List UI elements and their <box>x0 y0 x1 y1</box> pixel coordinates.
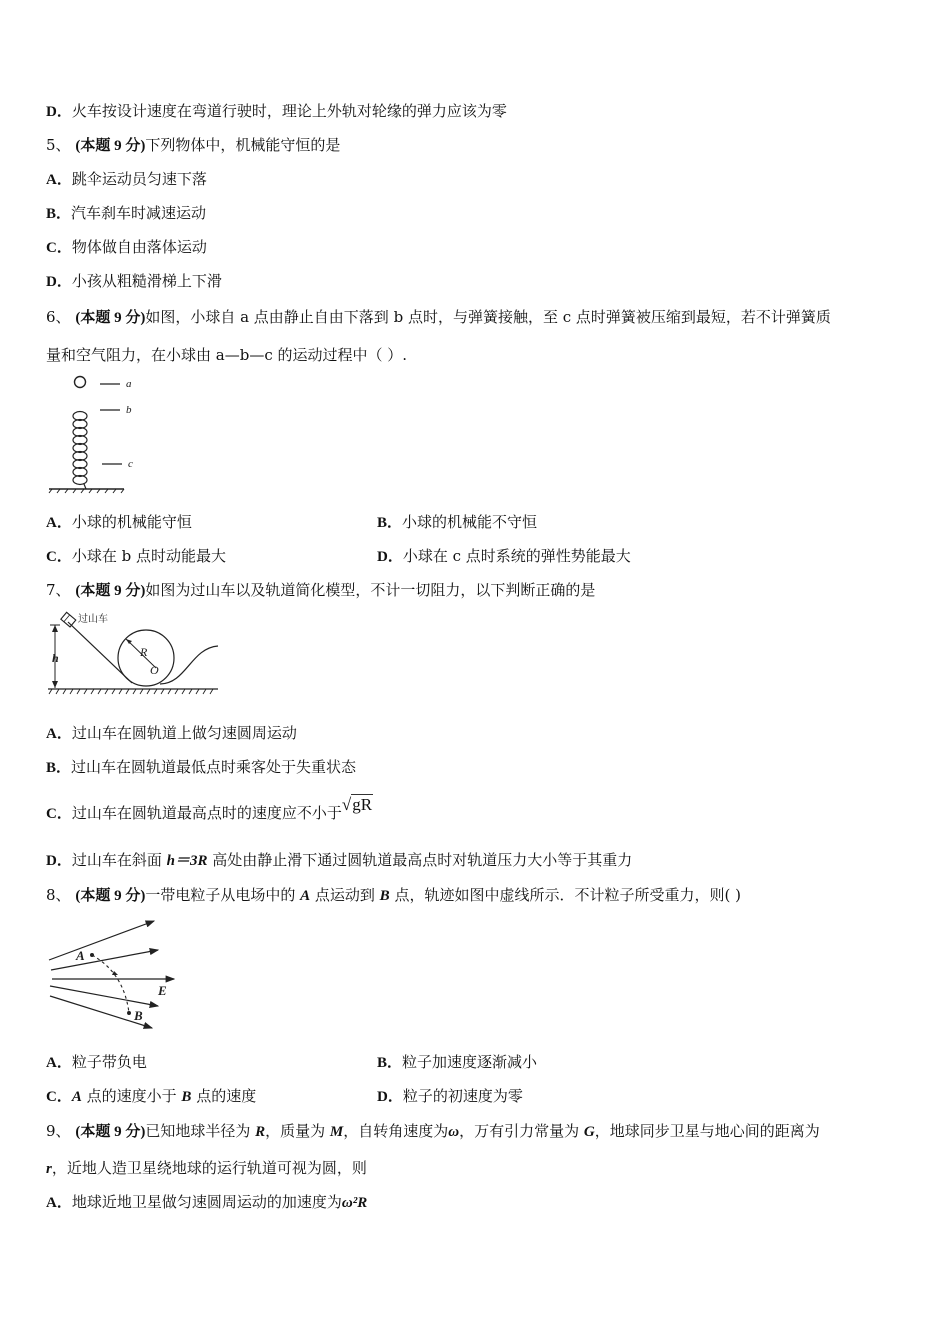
q5-option-a <box>46 168 207 191</box>
spring-icon <box>73 412 87 490</box>
question-score: (本题 9 分) <box>75 310 146 326</box>
option-label: B． <box>46 206 72 222</box>
question-score: (本题 9 分) <box>75 583 146 599</box>
svg-text:c: c <box>128 458 133 470</box>
q8-option-c <box>46 1085 256 1108</box>
spring-ball-figure <box>46 372 146 494</box>
q8-option-b <box>377 1051 537 1074</box>
svg-text:A: A <box>76 948 85 963</box>
svg-text:过山车: 过山车 <box>78 614 108 625</box>
q6-option-d <box>377 545 631 568</box>
roller-coaster-figure <box>46 608 226 698</box>
option-label: B． <box>46 760 72 776</box>
option-text: 地球近地卫星做匀速圆周运动的加速度为 <box>71 1193 342 1211</box>
option-label: C． <box>46 806 72 822</box>
var-r-lower: r <box>46 1161 52 1177</box>
option-label: D． <box>377 1089 403 1105</box>
option-label: A． <box>46 172 72 188</box>
q6-stem-line2 <box>46 344 407 366</box>
option-label: C． <box>46 240 72 256</box>
svg-text:O: O <box>150 663 159 677</box>
question-text: ，地球同步卫星与地心间的距离为 <box>594 1122 820 1140</box>
option-label: D． <box>377 549 403 565</box>
option-label: A． <box>46 726 72 742</box>
q9-stem-line1 <box>46 1120 820 1143</box>
q7-stem <box>46 579 595 602</box>
q9-option-a <box>46 1191 367 1214</box>
option-text: 小球的机械能不守恒 <box>402 513 538 531</box>
var-omega: ω <box>448 1124 460 1140</box>
ball-icon <box>75 377 86 388</box>
var-m: M <box>329 1124 344 1140</box>
svg-text:b: b <box>126 404 132 416</box>
question-text: 点，轨迹如图中虚线所示．不计粒子所受重力，则( ) <box>389 886 741 904</box>
option-text: 汽车刹车时减速运动 <box>71 204 207 222</box>
q8-option-a <box>46 1051 147 1074</box>
coaster-car-icon <box>61 612 76 627</box>
option-label: D． <box>46 104 72 120</box>
question-text: 一带电粒子从电场中的 <box>145 886 301 904</box>
option-label: A． <box>46 1055 72 1071</box>
question-number: 7、 <box>46 581 71 599</box>
option-text: 点的速度小于 <box>81 1087 182 1105</box>
question-number: 6、 <box>46 308 71 326</box>
option-label: B． <box>377 1055 403 1071</box>
option-text: 点的速度 <box>191 1087 257 1105</box>
q7-option-d <box>46 849 632 872</box>
option-label: B． <box>377 515 403 531</box>
q7-option-b <box>46 756 356 779</box>
q7-option-a <box>46 722 297 745</box>
svg-text:a: a <box>126 378 132 390</box>
sqrt-formula: √gR <box>341 795 373 814</box>
option-text: 过山车在圆轨道最高点时的速度应不小于 <box>71 804 342 822</box>
option-text: 高处由静止滑下通过圆轨道最高点时对轨道压力大小等于其重力 <box>207 851 633 869</box>
electric-field-figure <box>46 918 181 1033</box>
q7-option-c <box>46 795 373 825</box>
question-text: ，近地人造卫星绕地球的运行轨道可视为圆，则 <box>51 1159 367 1177</box>
option-text: 火车按设计速度在弯道行驶时，理论上外轨对轮缘的弹力应该为零 <box>71 102 507 120</box>
option-text: 小球在 b 点时动能最大 <box>71 547 226 565</box>
question-score: (本题 9 分) <box>75 888 146 904</box>
option-text: 过山车在圆轨道上做匀速圆周运动 <box>71 724 297 742</box>
svg-text:E: E <box>158 983 167 998</box>
question-text: ，万有引力常量为 <box>459 1122 584 1140</box>
option-label: D． <box>46 274 72 290</box>
math-expression: ω²R <box>341 1195 368 1211</box>
option-label: C． <box>46 1089 72 1105</box>
var-g: G <box>583 1124 595 1140</box>
question-text: 点运动到 <box>310 886 380 904</box>
var-r: R <box>255 1124 266 1140</box>
option-label: C． <box>46 549 72 565</box>
q6-option-c <box>46 545 226 568</box>
point-a: A <box>71 1089 82 1105</box>
option-text: 过山车在斜面 <box>71 851 167 869</box>
option-text: 小球的机械能守恒 <box>71 513 192 531</box>
q5-option-b <box>46 202 206 225</box>
svg-text:R: R <box>140 645 148 659</box>
option-text: 粒子加速度逐渐减小 <box>402 1053 538 1071</box>
question-number: 5、 <box>46 136 71 154</box>
q5-option-c <box>46 236 207 259</box>
svg-text:h: h <box>52 651 59 665</box>
option-text: 跳伞运动员匀速下落 <box>71 170 207 188</box>
option-text: 粒子带负电 <box>71 1053 147 1071</box>
question-number: 8、 <box>46 886 71 904</box>
q8-option-d <box>377 1085 523 1108</box>
point-b: B <box>181 1089 192 1105</box>
q6-stem-line1 <box>46 306 831 329</box>
q5-option-d <box>46 270 222 293</box>
point-a: A <box>300 888 311 904</box>
math-expression: h＝3R <box>166 853 208 869</box>
question-text: ，质量为 <box>265 1122 330 1140</box>
question-number: 9、 <box>46 1122 71 1140</box>
option-label: D． <box>46 853 72 869</box>
point-b: B <box>379 888 390 904</box>
question-text: 下列物体中，机械能守恒的是 <box>145 136 341 154</box>
option-text: 粒子的初速度为零 <box>402 1087 523 1105</box>
option-text: 物体做自由落体运动 <box>71 238 207 256</box>
q8-stem <box>46 884 741 907</box>
question-score: (本题 9 分) <box>75 138 146 154</box>
option-text: 过山车在圆轨道最低点时乘客处于失重状态 <box>71 758 357 776</box>
question-text: 量和空气阻力，在小球由 a—b—c 的运动过程中（ ）. <box>46 346 408 364</box>
q6-option-b <box>377 511 537 534</box>
q9-stem-line2 <box>46 1157 367 1180</box>
option-label: A． <box>46 1195 72 1211</box>
svg-text:B: B <box>134 1008 143 1023</box>
option-text: 小孩从粗糙滑梯上下滑 <box>71 272 222 290</box>
question-score: (本题 9 分) <box>75 1124 146 1140</box>
q6-option-a <box>46 511 192 534</box>
question-text: 如图，小球自 a 点由静止自由下落到 b 点时，与弹簧接触，至 c 点时弹簧被压缩到最短，若不计弹簧质 <box>145 308 831 326</box>
option-label: A． <box>46 515 72 531</box>
question-text: 已知地球半径为 <box>145 1122 256 1140</box>
option-text: 小球在 c 点时系统的弹性势能最大 <box>402 547 631 565</box>
question-text: ，自转角速度为 <box>343 1122 449 1140</box>
q4-option-d <box>46 100 507 123</box>
q5-stem <box>46 134 340 157</box>
question-text: 如图为过山车以及轨道简化模型，不计一切阻力，以下判断正确的是 <box>145 581 596 599</box>
